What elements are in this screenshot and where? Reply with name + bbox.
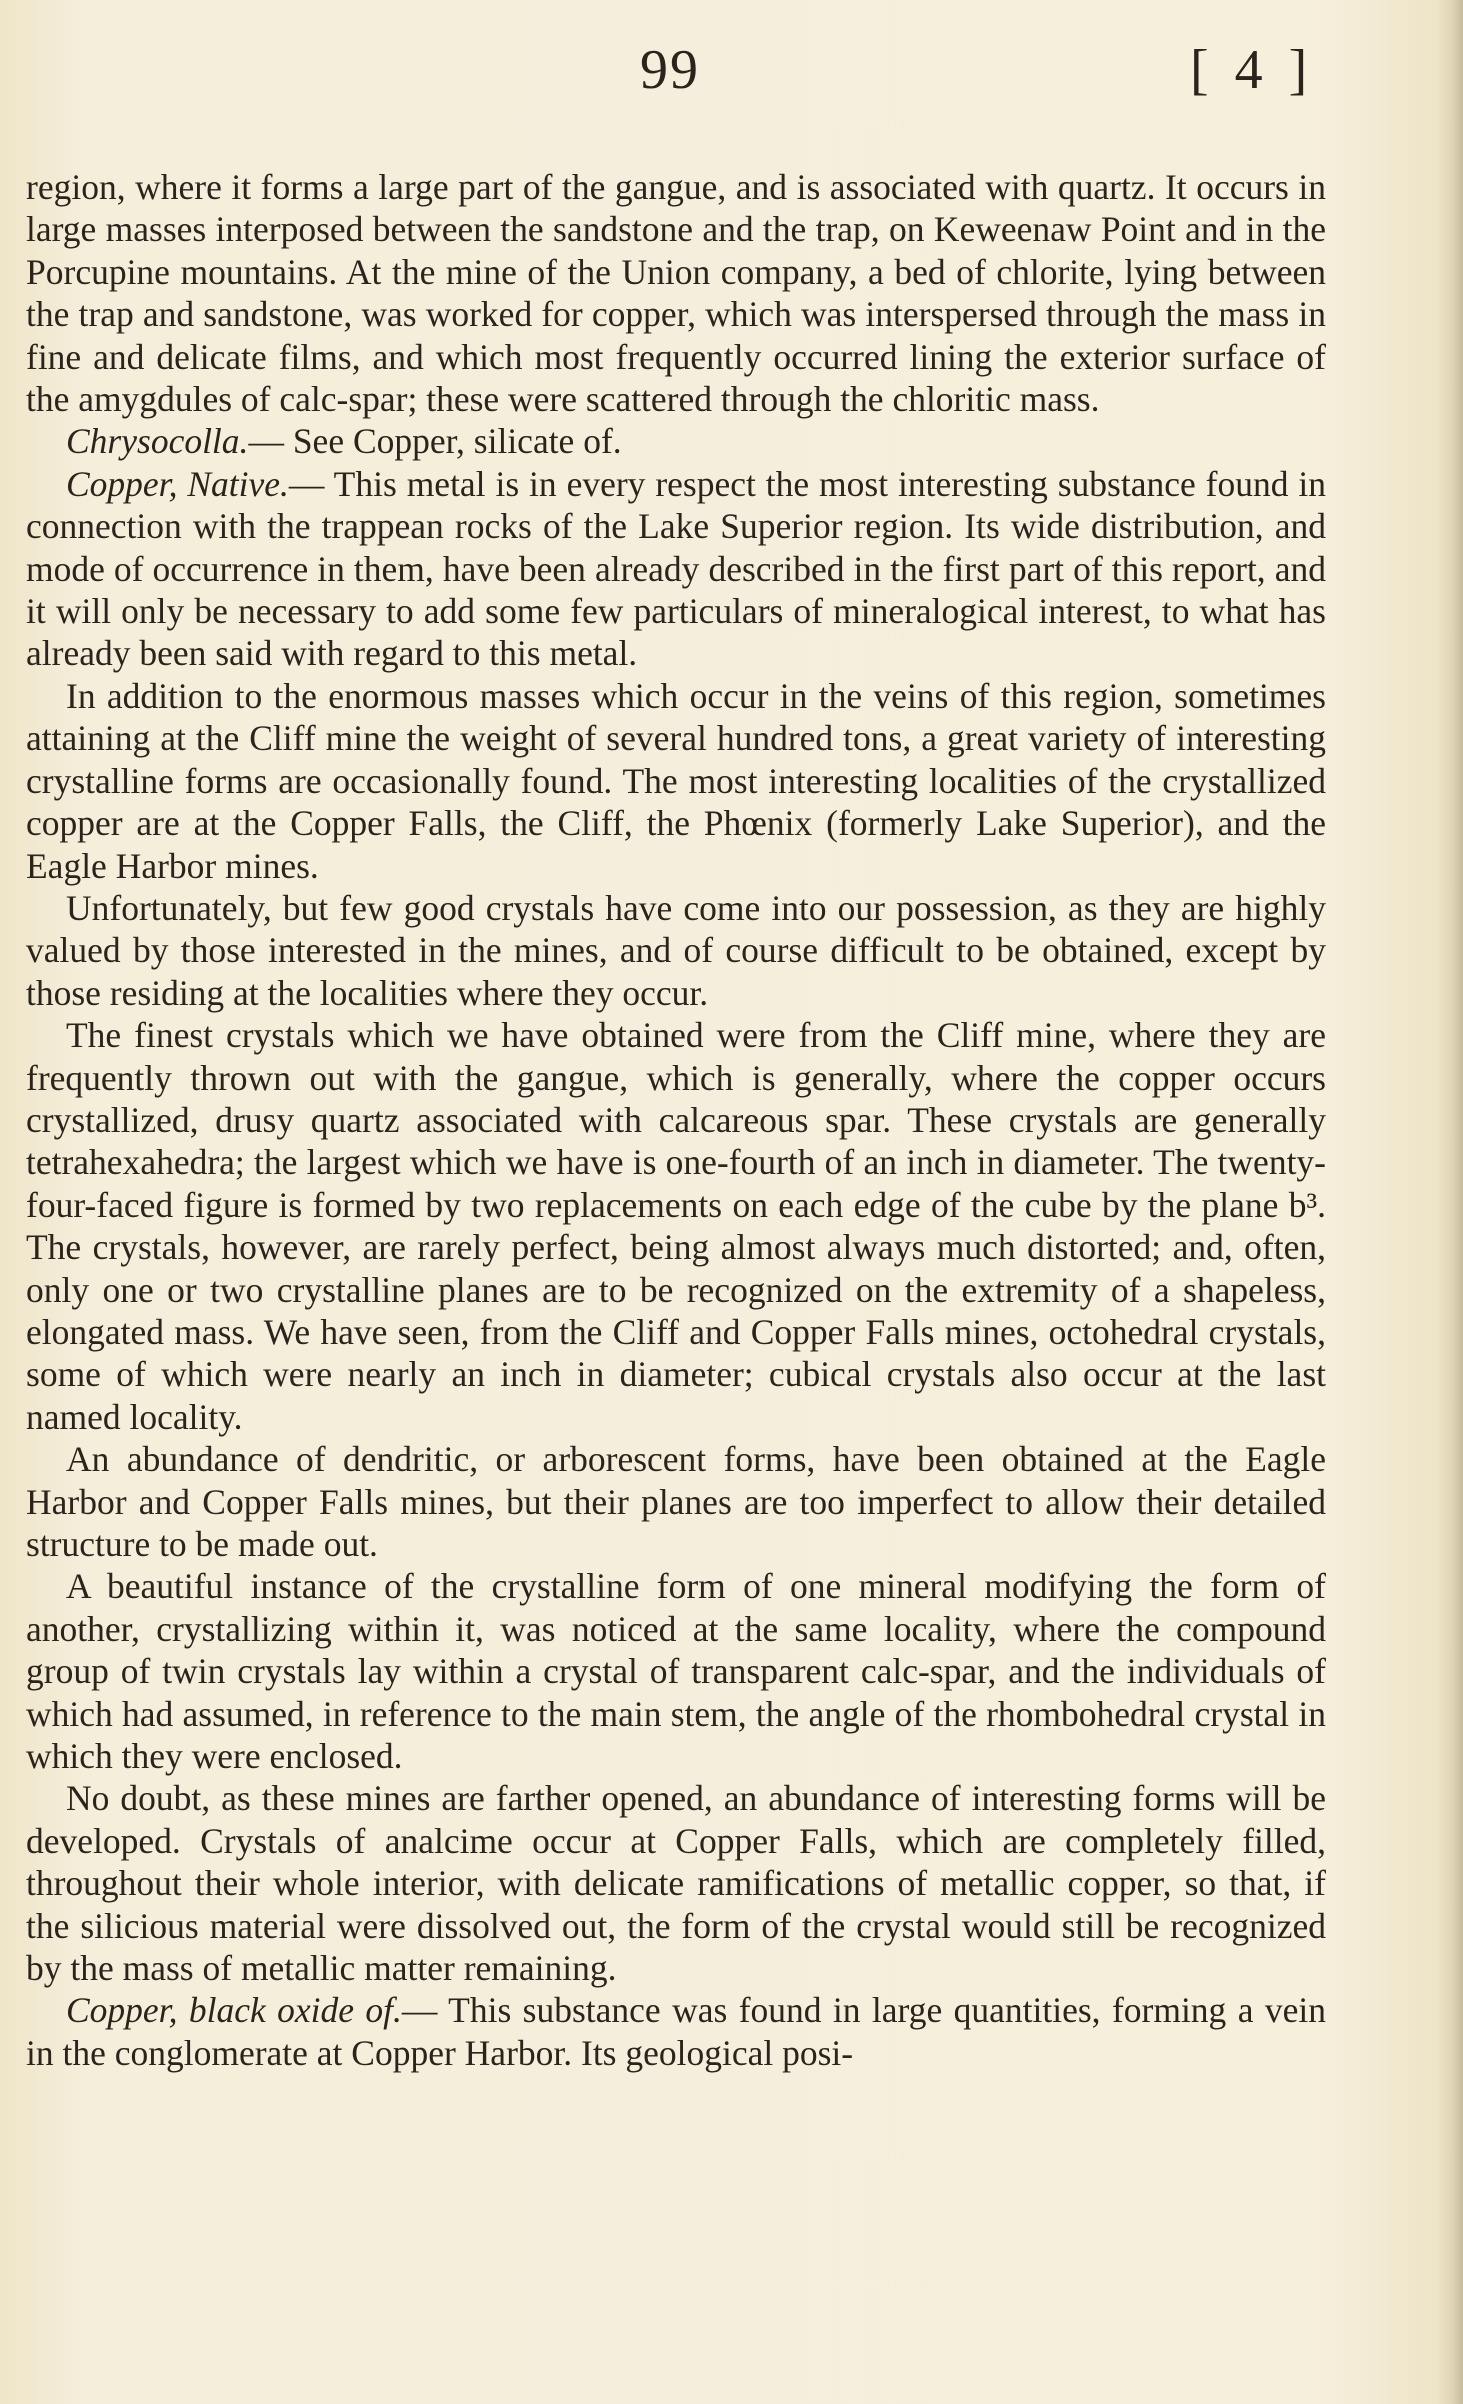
paragraph-lead: Chrysocolla. xyxy=(66,421,249,462)
paragraph-text: A beautiful instance of the crystalline form of one mineral modifying the form of another, crystallizing within it, was noticed at the same locality, where the compound group of twin crystals lay within a crystal of transparent calc-spar, and the individuals of which had assumed, in reference to the main stem, the angle of the rhombohedral crystal in which they were enclosed. xyxy=(26,1566,1326,1777)
paragraph-text: — See Copper, silicate of. xyxy=(248,421,622,462)
paragraph-text: — This metal is in every respect the most interesting substance found in connection with the trappean rocks of the Lake Superior region. Its wide distribution, and mode of occurrence in them, have been already described in the first part of this report, and it will only be necessary to add some few particulars of mineralogical interest, to what has already been said with regard to this metal. xyxy=(26,463,1327,674)
paragraph-chrysocolla xyxy=(26,420,1326,462)
paragraph xyxy=(26,1438,1326,1565)
paragraph xyxy=(26,166,1326,420)
paragraph xyxy=(26,1777,1326,1989)
paragraph-text: No doubt, as these mines are farther opened, an abundance of interesting forms will be developed. Crystals of analcime occur at Copper Falls, which are completely filled, throughout their whole interior, with delicate ramifications of metallic copper, so that, if the silicious material were dissolved out, the form of the crystal would still be recognized by the mass of metallic matter remaining. xyxy=(26,1778,1326,1989)
paragraph-text: — This substance was found in large quantities, forming a vein in the conglomerate at Copper Harbor. Its geological posi- xyxy=(26,1990,1326,2073)
paragraph-lead: Copper, black oxide of. xyxy=(66,1990,402,2031)
paragraph xyxy=(26,887,1326,1014)
paragraph-copper-native xyxy=(26,463,1326,675)
paragraph-text: Unfortunately, but few good crystals have come into our possession, as they are highly valued by those interested in the mines, and of course difficult to be obtained, except by those residing at the localities where they occur. xyxy=(26,887,1326,1013)
page-header xyxy=(0,38,1463,118)
paragraph-text: region, where it forms a large part of the gangue, and is associated with quartz. It occurs in large masses interposed between the sandstone and the trap, on Keweenaw Point and in the Porcupine mountains. At the mine of the Union company, a bed of chlorite, lying between the trap and sandstone, was worked for copper, which was interspersed through the mass in fine and delicate films, and which most frequently occurred lining the exterior surface of the amygdules of calc-spar; these were scattered through the chloritic mass. xyxy=(26,167,1326,420)
document-number: [ 4 ] xyxy=(1190,39,1314,101)
paragraph-copper-black-oxide xyxy=(26,1989,1326,2074)
paragraph-text: The finest crystals which we have obtained were from the Cliff mine, where they are frequently thrown out with the gangue, which is generally, where the copper occurs crystallized, drusy quartz associated with calcareous spar. These crystals are generally tetrahexahedra; the largest which we have is one-fourth of an inch in diameter. The twenty-four-faced figure is formed by two replacements on each edge of the cube by the plane b³. The crystals, however, are rarely perfect, being almost always much distorted; and, often, only one or two crystalline planes are to be recognized on the extremity of a shapeless, elongated mass. We have seen, from the Cliff and Copper Falls mines, octohedral crystals, some of which were nearly an inch in diameter; cubical crystals also occur at the last named locality. xyxy=(26,1015,1326,1437)
page-number: 99 xyxy=(640,39,700,101)
paragraph-text: In addition to the enormous masses which occur in the veins of this region, sometimes attaining at the Cliff mine the weight of several hundred tons, a great variety of interesting crystalline forms are occasionally found. The most interesting localities of the crystallized copper are at the Copper Falls, the Cliff, the Phœnix (formerly Lake Superior), and the Eagle Harbor mines. xyxy=(26,675,1326,886)
paragraph-lead: Copper, Native. xyxy=(66,463,289,504)
page-edge-shadow xyxy=(1437,0,1463,2404)
paragraph-text: An abundance of dendritic, or arborescent forms, have been obtained at the Eagle Harbor and Copper Falls mines, but their planes are too imperfect to allow their detailed structure to be made out. xyxy=(26,1439,1326,1564)
paragraph xyxy=(26,1565,1326,1777)
paragraph xyxy=(26,675,1326,887)
body-text xyxy=(26,166,1326,2074)
paragraph xyxy=(26,1014,1326,1438)
